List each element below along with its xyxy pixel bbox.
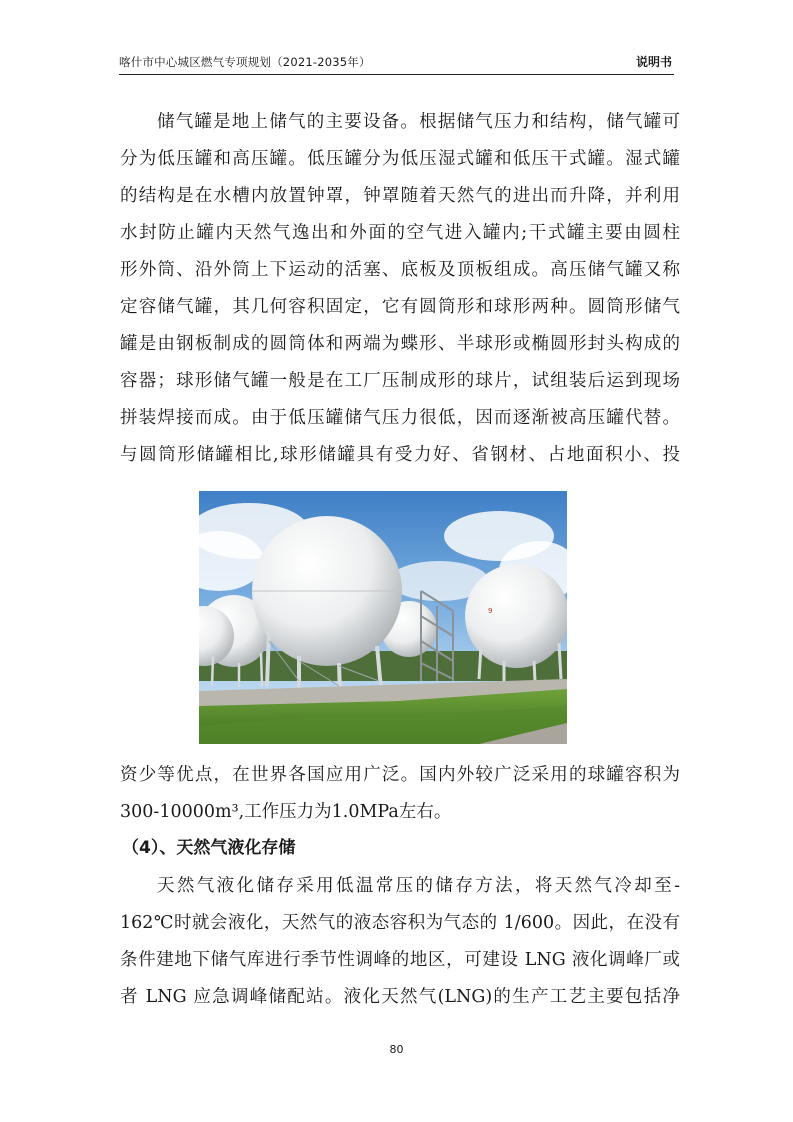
text-line: 罐是由钢板制成的圆筒体和两端为蝶形、半球形或椭圆形封头构成的: [120, 334, 680, 354]
text-line: 分为低压罐和高压罐。低压罐分为低压湿式罐和低压干式罐。湿式罐: [120, 149, 680, 169]
document-title: 喀什市中心城区燃气专项规划（2021-2035年）: [119, 55, 371, 69]
spherical-tanks-photo: [199, 491, 567, 744]
text-line: 资少等优点，在世界各国应用广泛。国内外较广泛采用的球罐容积为: [120, 765, 680, 785]
text-line: 形外筒、沿外筒上下运动的活塞、底板及顶板组成。高压储气罐又称: [120, 260, 680, 280]
text-line: 的结构是在水槽内放置钟罩，钟罩随着天然气的进出而升降，并利用: [120, 186, 680, 206]
text-line: 储气罐是地上储气的主要设备。根据储气压力和结构，储气罐可: [157, 112, 680, 132]
text-line: 与圆筒形储罐相比,球形储罐具有受力好、省钢材、占地面积小、投: [120, 445, 680, 465]
text-line: 定容储气罐，其几何容积固定，它有圆筒形和球形两种。圆筒形储气: [120, 297, 680, 317]
text-line: 水封防止罐内天然气逸出和外面的空气进入罐内;干式罐主要由圆柱: [120, 223, 680, 243]
text-line: 者 LNG 应急调峰储配站。液化天然气(LNG)的生产工艺主要包括净: [120, 987, 680, 1007]
text-line: 拼装焊接而成。由于低压罐储气压力很低，因而逐渐被高压罐代替。: [120, 408, 680, 428]
text-line: 天然气液化储存采用低温常压的储存方法，将天然气冷却至-: [157, 876, 680, 896]
page-number: 80: [389, 1043, 404, 1056]
text-line: 容器；球形储气罐一般是在工厂压制成形的球片，试组装后运到现场: [120, 371, 680, 391]
text-line: 300-10000m³,工作压力为1.0MPa左右。: [120, 802, 452, 822]
text-line: 162℃时就会液化，天然气的液态容积为气态的 1/600。因此，在没有: [120, 913, 680, 933]
section-label: 说明书: [635, 55, 672, 69]
tank-number-label: 9: [488, 607, 493, 615]
text-line: 条件建地下储气库进行季节性调峰的地区，可建设 LNG 液化调峰厂或: [120, 950, 680, 970]
section-heading: （4）、天然气液化存储: [122, 838, 296, 858]
page-header: [119, 52, 674, 75]
